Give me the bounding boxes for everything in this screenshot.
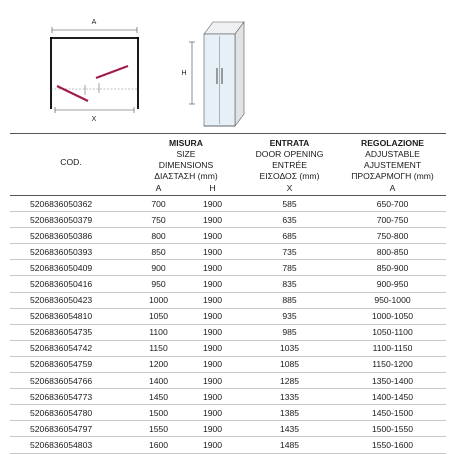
spec-table-body: [10, 196, 446, 454]
adjustment-cell: 900-950: [339, 276, 446, 292]
size-a-cell: 850: [132, 244, 185, 260]
opening-x-cell: 935: [240, 308, 339, 324]
adjustment-cell: 1500-1550: [339, 421, 446, 437]
table-row: [10, 356, 446, 372]
misura-header-title: MISURA: [169, 137, 203, 148]
subheader-a: A: [132, 181, 185, 196]
product-code-cell: 5206836054773: [10, 389, 132, 405]
adjustment-cell: 650-700: [339, 196, 446, 212]
product-code-cell: 5206836054759: [10, 356, 132, 372]
adjustment-cell: 850-900: [339, 260, 446, 276]
opening-x-cell: 885: [240, 292, 339, 308]
table-row: [10, 276, 446, 292]
misura-header-line: ΔΙΑΣΤΑΣΗ (mm): [154, 170, 218, 181]
size-h-cell: 1900: [185, 308, 240, 324]
regolazione-header-line: AJUSTEMENT: [363, 159, 422, 170]
entrata-header-line: DOOR OPENING: [255, 148, 324, 159]
adjustment-cell: 1150-1200: [339, 356, 446, 372]
size-h-cell: 1900: [185, 389, 240, 405]
size-a-cell: 1150: [132, 340, 185, 356]
size-h-cell: 1900: [185, 244, 240, 260]
entrata-header-line: ENTRÉE: [272, 159, 307, 170]
opening-x-cell: 1435: [240, 421, 339, 437]
size-h-cell: 1900: [185, 324, 240, 340]
product-code-cell: 5206836050423: [10, 292, 132, 308]
product-code-cell: 5206836054766: [10, 373, 132, 389]
table-row: [10, 308, 446, 324]
entrata-header-title: ENTRATA: [269, 137, 310, 148]
adjustment-cell: 1000-1050: [339, 308, 446, 324]
misura-header-line: DIMENSIONS: [158, 159, 214, 170]
size-h-cell: 1900: [185, 405, 240, 421]
product-code-cell: 5206836054803: [10, 437, 132, 453]
dimension-h-label: H: [181, 70, 187, 77]
size-a-cell: 1400: [132, 373, 185, 389]
adjustment-cell: 700-750: [339, 212, 446, 228]
size-h-cell: 1900: [185, 373, 240, 389]
misura-header-line: SIZE: [176, 148, 196, 159]
size-a-cell: 1600: [132, 437, 185, 453]
size-a-cell: 1450: [132, 389, 185, 405]
size-a-cell: 900: [132, 260, 185, 276]
regolazione-header-title: REGOLAZIONE: [360, 137, 425, 148]
subheader-a-adjust: A: [339, 181, 446, 196]
opening-x-cell: 1485: [240, 437, 339, 453]
dimension-x-label: X: [91, 116, 97, 123]
product-code-cell: 5206836054797: [10, 421, 132, 437]
table-row: [10, 196, 446, 212]
product-code-cell: 5206836054742: [10, 340, 132, 356]
size-a-cell: 1000: [132, 292, 185, 308]
product-code-cell: 5206836050409: [10, 260, 132, 276]
size-a-cell: 1100: [132, 324, 185, 340]
diagrams-svg: [0, 0, 450, 132]
size-h-cell: 1900: [185, 228, 240, 244]
plan-view-diagram: [50, 19, 139, 123]
table-row: [10, 244, 446, 260]
adjustment-cell: 800-850: [339, 244, 446, 260]
table-row: [10, 212, 446, 228]
opening-x-cell: 835: [240, 276, 339, 292]
dimension-a-label: A: [91, 19, 97, 26]
product-code-cell: 5206836054780: [10, 405, 132, 421]
entrata-header-line: ΕΙΣΟΔΟΣ (mm): [259, 170, 320, 181]
product-spec-table: [10, 133, 446, 454]
opening-x-cell: 785: [240, 260, 339, 276]
opening-x-cell: 1085: [240, 356, 339, 372]
adjustment-cell: 1350-1400: [339, 373, 446, 389]
size-h-cell: 1900: [185, 196, 240, 212]
adjustment-cell: 1550-1600: [339, 437, 446, 453]
adjustment-cell: 950-1000: [339, 292, 446, 308]
enclosure-3d-diagram: [181, 22, 244, 126]
column-header-cod: COD.: [60, 156, 82, 167]
size-h-cell: 1900: [185, 276, 240, 292]
product-code-cell: 5206836054810: [10, 308, 132, 324]
opening-x-cell: 685: [240, 228, 339, 244]
subheader-x: X: [240, 181, 339, 196]
adjustment-cell: 1050-1100: [339, 324, 446, 340]
opening-x-cell: 635: [240, 212, 339, 228]
adjustment-cell: 1450-1500: [339, 405, 446, 421]
opening-x-cell: 1285: [240, 373, 339, 389]
table-row: [10, 373, 446, 389]
opening-x-cell: 1335: [240, 389, 339, 405]
adjustment-cell: 750-800: [339, 228, 446, 244]
size-a-cell: 1200: [132, 356, 185, 372]
regolazione-header-line: ADJUSTABLE: [365, 148, 420, 159]
table-row: [10, 324, 446, 340]
table-row: [10, 421, 446, 437]
product-diagrams: [0, 0, 450, 132]
table-row: [10, 437, 446, 453]
table-row: [10, 389, 446, 405]
regolazione-header-line: ΠΡΟΣΑΡΜΟΓΗ (mm): [351, 170, 434, 181]
size-h-cell: 1900: [185, 437, 240, 453]
size-h-cell: 1900: [185, 260, 240, 276]
table-row: [10, 292, 446, 308]
product-code-cell: 5206836054735: [10, 324, 132, 340]
opening-x-cell: 985: [240, 324, 339, 340]
size-a-cell: 800: [132, 228, 185, 244]
adjustment-cell: 1400-1450: [339, 389, 446, 405]
opening-x-cell: 585: [240, 196, 339, 212]
size-a-cell: 1050: [132, 308, 185, 324]
size-a-cell: 1500: [132, 405, 185, 421]
product-code-cell: 5206836050416: [10, 276, 132, 292]
table-row: [10, 228, 446, 244]
size-a-cell: 750: [132, 212, 185, 228]
product-code-cell: 5206836050379: [10, 212, 132, 228]
size-a-cell: 1550: [132, 421, 185, 437]
size-a-cell: 700: [132, 196, 185, 212]
size-h-cell: 1900: [185, 212, 240, 228]
table-row: [10, 340, 446, 356]
opening-x-cell: 1385: [240, 405, 339, 421]
size-a-cell: 950: [132, 276, 185, 292]
product-code-cell: 5206836050393: [10, 244, 132, 260]
opening-x-cell: 735: [240, 244, 339, 260]
product-code-cell: 5206836050362: [10, 196, 132, 212]
table-row: [10, 260, 446, 276]
size-h-cell: 1900: [185, 340, 240, 356]
size-h-cell: 1900: [185, 292, 240, 308]
product-code-cell: 5206836050386: [10, 228, 132, 244]
size-h-cell: 1900: [185, 356, 240, 372]
table-row: [10, 405, 446, 421]
subheader-h: H: [185, 181, 240, 196]
size-h-cell: 1900: [185, 421, 240, 437]
adjustment-cell: 1100-1150: [339, 340, 446, 356]
opening-x-cell: 1035: [240, 340, 339, 356]
